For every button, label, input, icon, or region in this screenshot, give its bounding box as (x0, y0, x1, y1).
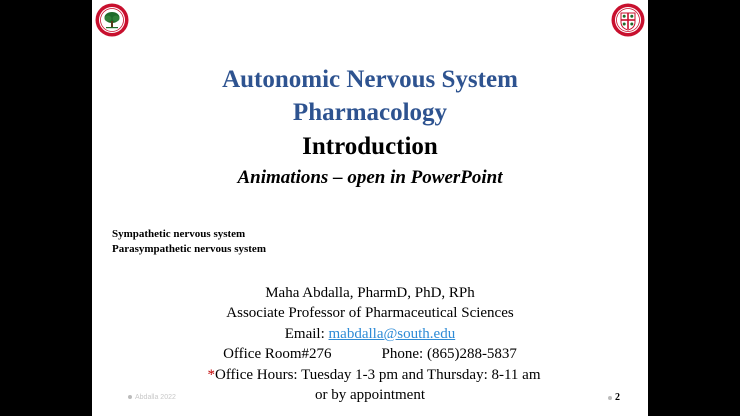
title-line-1: Autonomic Nervous System (222, 66, 518, 93)
office-room: Office Room#276 (223, 346, 332, 362)
footer-author-text: Abdalla 2022 (135, 394, 176, 401)
animation-link-parasympathetic[interactable]: Parasympathetic nervous system (112, 243, 266, 255)
email-label: Email: (284, 326, 329, 342)
appointment-note: or by appointment (315, 387, 425, 403)
office-hours: Office Hours: Tuesday 1-3 pm and Thursday: 8-11 am (214, 367, 541, 383)
slide (92, 0, 648, 416)
subtitle: Animations – open in PowerPoint (237, 167, 503, 188)
office-phone-line (92, 345, 648, 363)
title-line-3: Introduction (302, 133, 438, 160)
bullet-dot-icon (128, 395, 132, 399)
asterisk-mark: * (207, 367, 215, 383)
animation-link-sympathetic[interactable]: Sympathetic nervous system (112, 228, 246, 240)
slide-number (608, 392, 620, 403)
instructor-name: Maha Abdalla, PharmD, PhD, RPh (265, 285, 475, 301)
footer-author (128, 394, 176, 401)
university-seal-tree-icon (95, 3, 129, 37)
email-line (92, 325, 648, 343)
office-hours-line (96, 366, 648, 384)
slide-number-text: 2 (615, 392, 620, 403)
college-seal-cross-icon (611, 3, 645, 37)
instructor-position: Associate Professor of Pharmaceutical Sciences (226, 305, 514, 321)
email-link[interactable]: mabdalla@south.edu (328, 326, 456, 342)
bullet-dot-icon (608, 396, 612, 400)
phone-number: Phone: (865)288-5837 (381, 346, 517, 362)
title-line-2: Pharmacology (292, 99, 448, 126)
